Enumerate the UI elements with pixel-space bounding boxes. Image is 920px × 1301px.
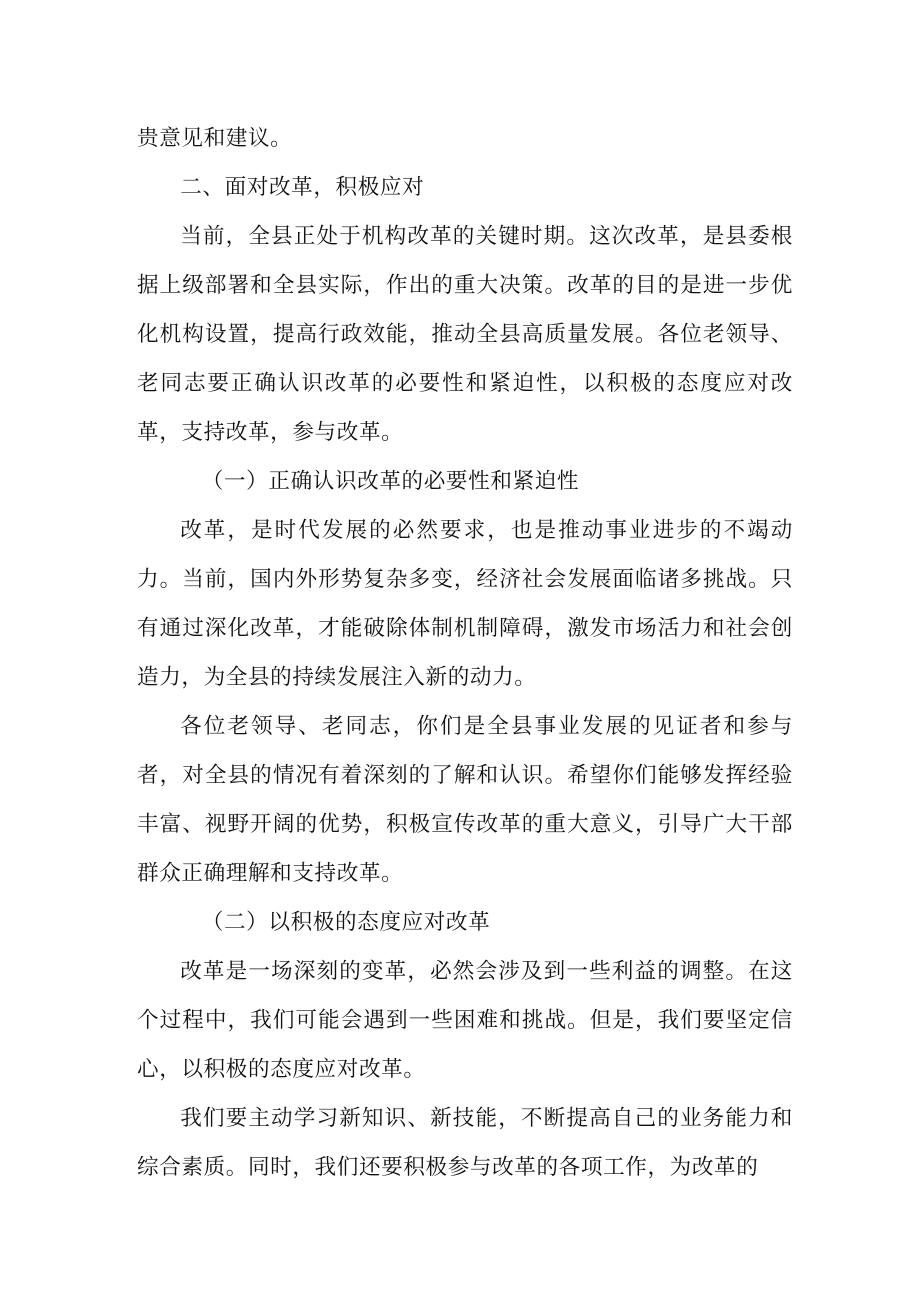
section-heading: 二、面对改革，积极应对 xyxy=(180,175,425,200)
body-paragraph: 改革是一场深刻的变革，必然会涉及到一些利益的调整。在这个过程中，我们可能会遇到一些困难和挑战。但是，我们要坚定信心，以积极的态度应对改革。 xyxy=(137,959,793,1082)
subsection-heading: （一）正确认识改革的必要性和紧迫性 xyxy=(201,469,580,494)
subsection-heading: （二）以积极的态度应对改革 xyxy=(201,910,491,935)
body-paragraph: 改革，是时代发展的必然要求，也是推动事业进步的不竭动力。当前，国内外形势复杂多变，经济社会发展面临诸多挑战。只有通过深化改革，才能破除体制机制障碍，激发市场活力和社会创造力，为全县的持续发展注入新的动力。 xyxy=(137,518,793,690)
paragraph-continuation: 贵意见和建议。 xyxy=(137,126,293,151)
body-paragraph: 我们要主动学习新知识、新技能，不断提高自己的业务能力和综合素质。同时，我们还要积极参与改革的各项工作，为改革的 xyxy=(137,1106,793,1180)
document-body xyxy=(137,114,793,1192)
body-paragraph: 各位老领导、老同志，你们是全县事业发展的见证者和参与者，对全县的情况有着深刻的了解和认识。希望你们能够发挥经验丰富、视野开阔的优势，积极宣传改革的重大意义，引导广大干部群众正确理解和支持改革。 xyxy=(137,714,793,886)
body-paragraph: 当前，全县正处于机构改革的关键时期。这次改革，是县委根据上级部署和全县实际，作出的重大决策。改革的目的是进一步优化机构设置，提高行政效能，推动全县高质量发展。各位老领导、老同志要正确认识改革的必要性和紧迫性，以积极的态度应对改革，支持改革，参与改革。 xyxy=(137,224,793,445)
